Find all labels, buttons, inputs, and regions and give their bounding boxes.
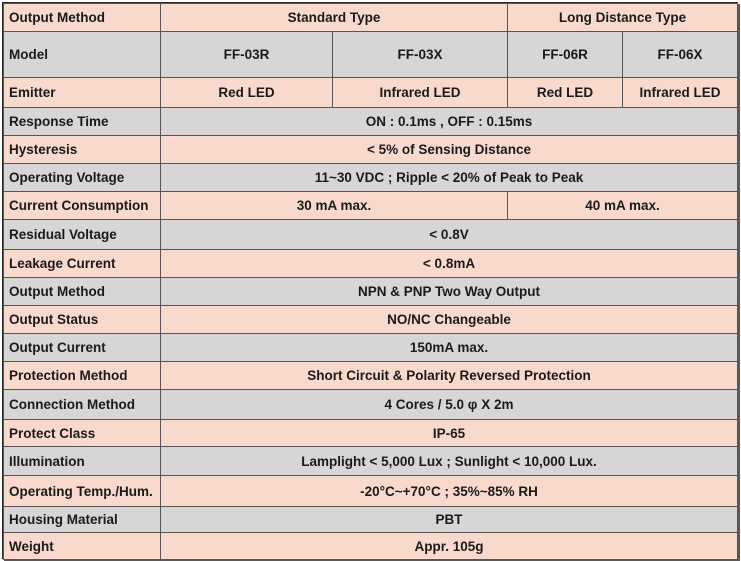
model-ff-06x: FF-06X — [623, 32, 738, 78]
emitter-ff-06x: Infrared LED — [623, 78, 738, 108]
standard-type-heading: Standard Type — [161, 4, 508, 32]
spec-value: 4 Cores / 5.0 φ X 2m — [161, 390, 738, 420]
spec-label: Protect Class — [4, 420, 161, 447]
header-label: Output Method — [4, 4, 161, 32]
spec-value: Lamplight < 5,000 Lux ; Sunlight < 10,000 Lux. — [161, 447, 738, 476]
spec-table-frame — [2, 2, 738, 559]
current-consumption-label: Current Consumption — [4, 192, 161, 220]
emitter-row — [4, 78, 738, 108]
spec-row — [4, 136, 738, 164]
current-consumption-row — [4, 192, 738, 220]
spec-label: Operating Temp./Hum. — [4, 476, 161, 507]
spec-row — [4, 420, 738, 447]
emitter-label: Emitter — [4, 78, 161, 108]
spec-label: Response Time — [4, 108, 161, 136]
model-label: Model — [4, 32, 161, 78]
spec-value: -20°C~+70°C ; 35%~85% RH — [161, 476, 738, 507]
spec-label: Operating Voltage — [4, 164, 161, 192]
spec-value: PBT — [161, 507, 738, 533]
current-consumption-standard: 30 mA max. — [161, 192, 508, 220]
spec-value: < 5% of Sensing Distance — [161, 136, 738, 164]
model-row — [4, 32, 738, 78]
spec-label: Protection Method — [4, 362, 161, 390]
long-distance-type-heading: Long Distance Type — [508, 4, 738, 32]
spec-row — [4, 278, 738, 306]
spec-label: Leakage Current — [4, 250, 161, 278]
emitter-ff-03r: Red LED — [161, 78, 333, 108]
spec-value: 150mA max. — [161, 334, 738, 362]
spec-value: < 0.8mA — [161, 250, 738, 278]
current-consumption-long-distance: 40 mA max. — [508, 192, 738, 220]
spec-label: Output Status — [4, 306, 161, 334]
spec-value: NO/NC Changeable — [161, 306, 738, 334]
spec-label: Illumination — [4, 447, 161, 476]
spec-row — [4, 362, 738, 390]
spec-table — [3, 3, 738, 560]
spec-row — [4, 390, 738, 420]
spec-label: Output Method — [4, 278, 161, 306]
spec-row — [4, 507, 738, 533]
spec-label: Connection Method — [4, 390, 161, 420]
spec-row — [4, 533, 738, 560]
spec-row — [4, 476, 738, 507]
spec-value: IP-65 — [161, 420, 738, 447]
spec-label: Housing Material — [4, 507, 161, 533]
spec-row — [4, 306, 738, 334]
spec-row — [4, 220, 738, 250]
spec-row — [4, 250, 738, 278]
spec-value: ON : 0.1ms , OFF : 0.15ms — [161, 108, 738, 136]
model-ff-03x: FF-03X — [333, 32, 508, 78]
spec-label: Hysteresis — [4, 136, 161, 164]
model-ff-06r: FF-06R — [508, 32, 623, 78]
spec-row — [4, 108, 738, 136]
spec-row — [4, 164, 738, 192]
table-header-row — [4, 4, 738, 32]
spec-label: Residual Voltage — [4, 220, 161, 250]
model-ff-03r: FF-03R — [161, 32, 333, 78]
spec-label: Weight — [4, 533, 161, 560]
spec-row — [4, 334, 738, 362]
spec-value: Short Circuit & Polarity Reversed Protection — [161, 362, 738, 390]
spec-row — [4, 447, 738, 476]
spec-value: Appr. 105g — [161, 533, 738, 560]
spec-value: < 0.8V — [161, 220, 738, 250]
emitter-ff-06r: Red LED — [508, 78, 623, 108]
spec-label: Output Current — [4, 334, 161, 362]
spec-value: NPN & PNP Two Way Output — [161, 278, 738, 306]
spec-value: 11~30 VDC ; Ripple < 20% of Peak to Peak — [161, 164, 738, 192]
emitter-ff-03x: Infrared LED — [333, 78, 508, 108]
